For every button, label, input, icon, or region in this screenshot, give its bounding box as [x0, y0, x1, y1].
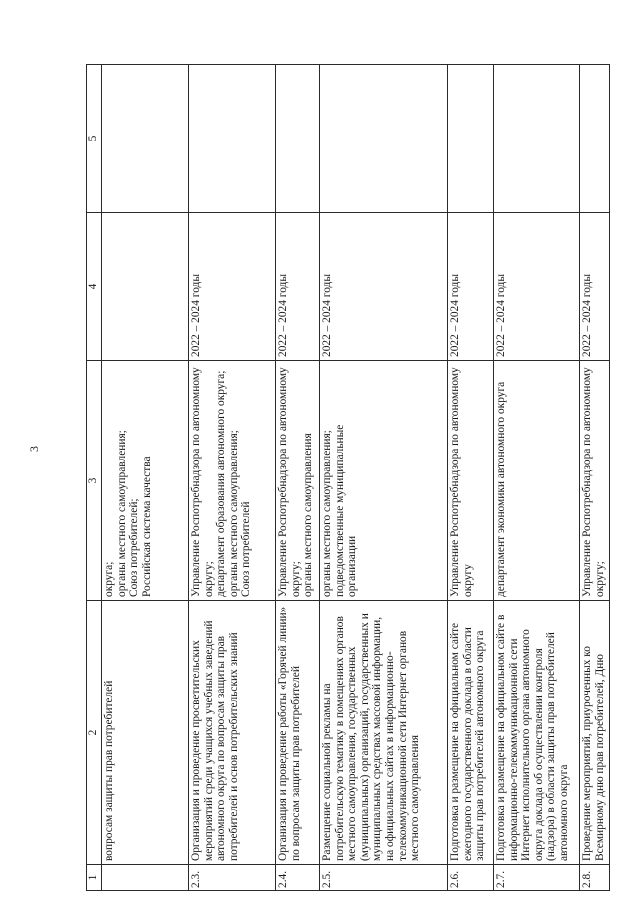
measure-name: Проведение мероприятий, приуроченных ко Всемирному дню прав потребителей, Дню — [580, 601, 610, 865]
executor-line: подведомственные муниципальные организации — [333, 424, 359, 597]
term-cell: 2022 – 2024 годы — [189, 213, 276, 361]
executor-line: органы местного самоуправления; — [321, 430, 333, 597]
note-cell — [448, 65, 494, 213]
note-cell — [494, 65, 580, 213]
term-cell: 2022 – 2024 годы — [448, 213, 494, 361]
executor-line: Управление Роспотребнадзора по автономному округу — [449, 367, 474, 597]
executors-cell — [494, 361, 580, 601]
executor-line: Союз потребителей — [240, 501, 253, 597]
page-number: 3 — [27, 446, 41, 452]
note-cell — [276, 65, 320, 213]
executor-line: департамент экономики автономного округа — [495, 381, 507, 597]
executors-cell — [448, 361, 494, 601]
table-row — [448, 65, 494, 891]
table-row — [189, 65, 276, 891]
executor-line: органы местного самоуправления; — [115, 430, 128, 597]
term-cell: 2022 – 2024 годы — [320, 213, 448, 361]
row-number: 2.8. — [580, 865, 610, 891]
measure-name: Размещение социальной рекламы на потребительскую тематику в помещениях органов местного самоуправления, государственных (муниципальных) организаций, государственных и муниципальных средствах массовой информации, на официальных сайтах в информационно-телекоммуникационной сети Интернет органов местного самоуправления — [320, 601, 448, 865]
table-header-row — [87, 65, 102, 891]
term-cell: 2022 – 2024 годы — [276, 213, 320, 361]
note-cell — [189, 65, 276, 213]
table-row — [320, 65, 448, 891]
header-col-executors: 3 — [87, 361, 102, 601]
table-row — [102, 65, 189, 891]
executor-line: Управление Роспотребнадзора по автономному округу; — [190, 367, 215, 597]
table-row — [494, 65, 580, 891]
header-col-term: 4 — [87, 213, 102, 361]
executor-line: Союз потребителей; — [128, 498, 141, 597]
executor-line: органы местного самоуправления — [302, 433, 315, 597]
executors-cell — [102, 361, 189, 601]
row-number: 2.4. — [276, 865, 320, 891]
executors-cell — [580, 361, 610, 601]
executors-cell — [320, 361, 448, 601]
table-row — [580, 65, 610, 891]
row-number: 2.7. — [494, 865, 580, 891]
executors-cell — [189, 361, 276, 601]
header-col-measure: 2 — [87, 601, 102, 865]
term-cell: 2022 – 2024 годы — [494, 213, 580, 361]
term-cell: 2022 – 2024 годы — [580, 213, 610, 361]
rotated-page-content — [86, 65, 606, 891]
executor-line: органы местного самоуправления; — [227, 430, 240, 597]
note-cell — [320, 65, 448, 213]
row-number: 2.6. — [448, 865, 494, 891]
measure-name: Организация и проведение просветительских мероприятий среди учащихся учебных заведений автономного округа по вопросам защиты прав потребителей и основ потребительских знаний — [189, 601, 276, 865]
measure-name: Подготовка и размещение на официальном сайте в информационно-телекоммуникационной сети Интернет исполнительного органа автономного округа доклада об осуществлении контроля (надзора) в области защиты прав потребителей автономного округа — [494, 601, 580, 865]
measure-name: Организация и проведение работы «Горячей линии» по вопросам защиты прав потребителей — [276, 601, 320, 865]
term-cell — [102, 213, 189, 361]
executor-line: Российская система качества — [140, 456, 153, 597]
row-number — [102, 865, 189, 891]
executor-line: департамент образования автономного округа; — [215, 370, 228, 597]
table-row — [276, 65, 320, 891]
measures-table — [86, 64, 610, 891]
row-number: 2.3. — [189, 865, 276, 891]
executor-line: округа; — [103, 561, 115, 597]
note-cell — [102, 65, 189, 213]
executor-line: Управление Роспотребнадзора по автономному округу; — [277, 367, 302, 597]
executors-cell — [276, 361, 320, 601]
row-number: 2.5. — [320, 865, 448, 891]
note-cell — [580, 65, 610, 213]
measure-name: вопросам защиты прав потребителей — [102, 601, 189, 865]
header-col-number: 1 — [87, 865, 102, 891]
measure-name: Подготовка и размещение на официальном сайте ежегодного государственного доклада в области защиты прав потребителей автономного округа — [448, 601, 494, 865]
header-col-note: 5 — [87, 65, 102, 213]
executor-line: Управление Роспотребнадзора по автономному округу; — [581, 367, 606, 597]
